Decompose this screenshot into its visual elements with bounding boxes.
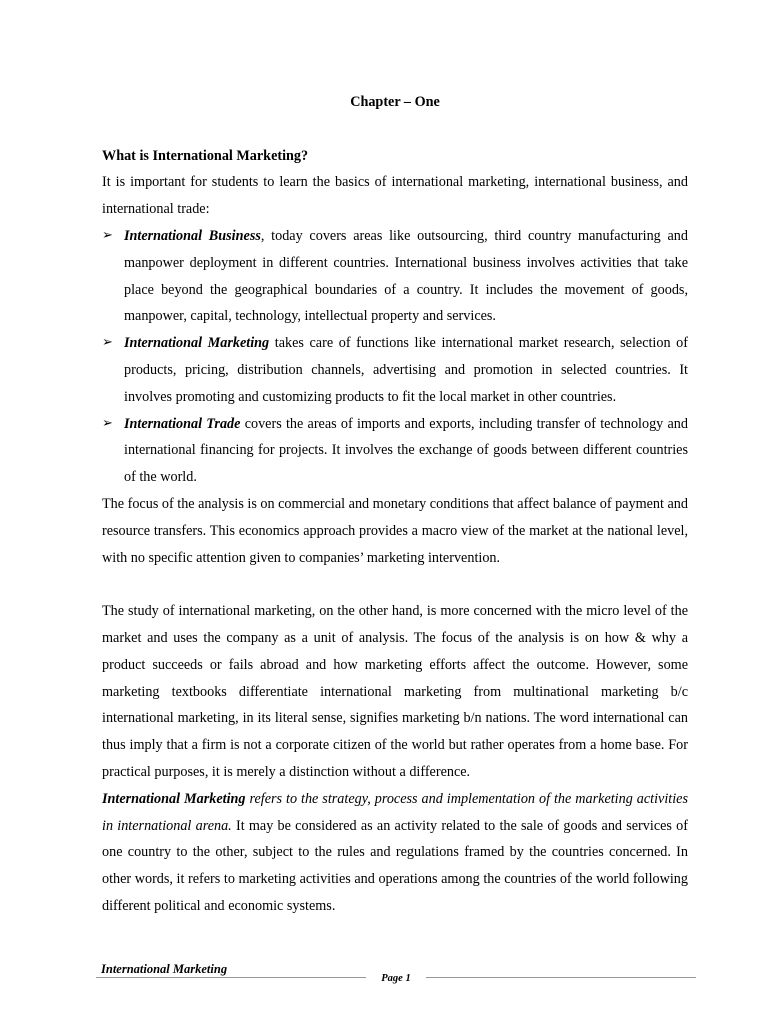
- arrow-bullet-icon: ➢: [102, 415, 113, 431]
- bullet-term: International Trade: [124, 415, 241, 432]
- bullet-term: International Marketing: [124, 335, 270, 352]
- definition-italic: refers to the strategy, process and implementation of the marketing activities in international arena.: [102, 790, 688, 834]
- list-item: [102, 223, 688, 330]
- chapter-title: Chapter – One: [350, 94, 440, 110]
- section-heading: What is International Marketing?: [102, 147, 309, 164]
- footer-title: International Marketing: [101, 962, 228, 976]
- document-body: [102, 89, 688, 920]
- list-item: [102, 411, 688, 491]
- intro-paragraph: It is important for students to learn the basics of international marketing, international business, and international trade:: [102, 174, 688, 218]
- focus-paragraph: The focus of the analysis is on commercial and monetary conditions that affect balance of payment and resource transfers. This economics approach provides a macro view of the market at the national level, with no specific attention given to companies’ marketing intervention.: [102, 495, 688, 566]
- definition-text: It may be considered as an activity related to the sale of goods and services of one country to the other, subject to the rules and regulations framed by the countries concerned. In other words, it refers to marketing activities and operations among the countries of the world following different political and economic systems.: [102, 817, 688, 914]
- bullet-text: covers the areas of imports and exports, including transfer of technology and international financing for projects. It involves the exchange of goods between different countries of the world.: [124, 415, 688, 486]
- footer-divider-right: [426, 977, 696, 978]
- arrow-bullet-icon: ➢: [102, 227, 113, 243]
- definition-term: International Marketing: [102, 790, 246, 807]
- study-paragraph: The study of international marketing, on the other hand, is more concerned with the micro level of the market and uses the company as a unit of analysis. The focus of the analysis is on how & why a product succeeds or fails abroad and how marketing efforts affect the outcome. However, some marketing textbooks differentiate international marketing from multinational marketing b/c international marketing, in its literal sense, signifies marketing b/n nations. The word international can thus imply that a firm is not a corporate citizen of the world but rather operates from a home base. For practical purposes, it is merely a distinction without a difference.: [102, 603, 688, 780]
- spacer: [102, 116, 688, 143]
- page-number: Page 1: [381, 973, 411, 984]
- spacer: [102, 571, 688, 598]
- bullet-text: , today covers areas like outsourcing, third country manufacturing and manpower deployment in different countries. International business involves activities that take place beyond the geographical boundaries of a country. It includes the movement of goods, manpower, capital, technology, intellectual property and services.: [124, 227, 688, 325]
- list-item: [102, 330, 688, 410]
- bullet-list: [102, 223, 688, 491]
- bullet-text: takes care of functions like international market research, selection of products, pricing, distribution channels, advertising and promotion in selected countries. It involves promoting and customizing products to fit the local market in other countries.: [124, 335, 688, 405]
- definition-paragraph: [102, 786, 688, 920]
- footer-divider-left: [96, 977, 366, 978]
- arrow-bullet-icon: ➢: [102, 335, 113, 351]
- bullet-term: International Business: [124, 227, 261, 244]
